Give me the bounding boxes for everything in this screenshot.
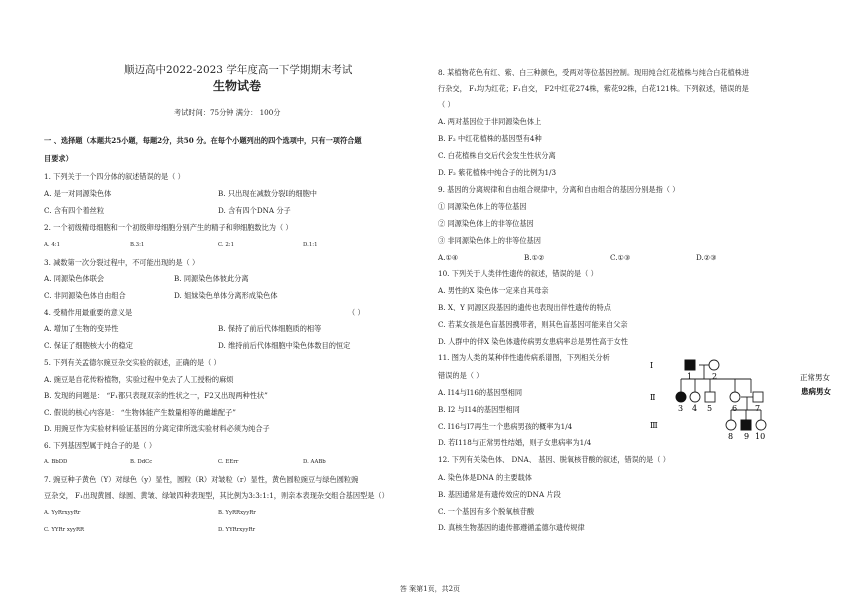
q11-stem: 11. 图为人类的某种伴性遗传病系谱图，下列相关分析 (438, 353, 610, 362)
q9-item-2: ② 同源染色体上的非等位基因 (438, 219, 534, 228)
q9-option-c: C.①③ (610, 253, 631, 262)
individual-number-7: 7 (755, 404, 761, 413)
q12-option-c: C. 一个基因有多个脱氧核苷酸 (438, 507, 535, 516)
q11-stem-cont: 错误的是（ ） (438, 371, 484, 380)
q4-option-b: B. 保持了前后代体细胞质的相等 (218, 324, 322, 333)
q6-stem: 6. 下列基因型属于纯合子的是（ ） (44, 441, 157, 450)
q8-stem: 8. 某植物花色有红、紫、白三种颜色，受两对等位基因控制。现用纯合红花植株与纯合白花植株进 (438, 68, 750, 77)
section-heading: 一 、选择题（本题共25小题，每题2分，共50 分。在每个小题列出的四个选项中，只有一项符合题 (44, 136, 362, 145)
individual-number-9: 9 (744, 432, 750, 441)
q10-stem: 10. 下列关于人类伴性遗传的叙述，错误的是（ ） (438, 269, 598, 278)
q6-option-c: C. EErr (218, 459, 239, 465)
q12-option-d: D. 真核生物基因的遗传都遵循孟德尔遗传规律 (438, 523, 585, 532)
individual-number-8: 8 (728, 432, 734, 441)
q8-option-d: D. F₂ 紫花植株中纯合子的比例为1/3 (438, 168, 557, 177)
q8-option-b: B. F₂ 中红花植株的基因型有4种 (438, 134, 542, 143)
q5-option-a: A. 豌豆是自花传粉植物，实验过程中免去了人工授粉的麻烦 (44, 375, 234, 384)
q10-option-a: A. 男性的X 染色体一定来自其母亲 (438, 286, 549, 295)
q11-option-c: C. Ⅰ16与Ⅰ7再生一个患病男孩的概率为1/4 (438, 422, 573, 431)
q9-option-a: A.①④ (438, 253, 459, 262)
q1-option-a: A. 是一对同源染色体 (44, 189, 112, 198)
exam-info: 考试时间：75分钟 满分： 100分 (174, 108, 281, 117)
q11-option-d: D. 若Ⅰ118与正常男性结婚，则子女患病率为1/4 (438, 438, 592, 447)
individual-7-normal-male (753, 392, 763, 402)
q5-option-d: D. 用豌豆作为实验材料验证基因的分离定律所选实验材料必须为纯合子 (44, 424, 270, 433)
q4-option-d: D. 维持前后代体细胞中染色体数目的恒定 (218, 341, 351, 350)
q8-option-c: C. 白花植株自交后代会发生性状分离 (438, 151, 556, 160)
q10-option-b: B. X、Y 同源区段基因的遗传也表现出伴性遗传的特点 (438, 303, 611, 312)
q5-option-b: B. 发现的问题是： “F₁都只表现双亲的性状之一，F2又出现两种性状” (44, 391, 268, 400)
legend-affected: 患病男女 (801, 387, 831, 396)
individual-6-normal-female (730, 392, 740, 402)
q2-option-a: A. 4:1 (44, 242, 60, 248)
q9-item-3: ③ 非同源染色体上的非等位基因 (438, 236, 541, 245)
individual-8-normal-female (726, 420, 736, 430)
q11-option-b: B. Ⅰ2 与Ⅰ14的基因型相同 (438, 405, 520, 414)
q12-option-b: B. 基因通常是有遗传效应的DNA 片段 (438, 490, 561, 499)
q3-option-a: A. 同源染色体联会 (44, 274, 105, 283)
individual-number-1: 1 (687, 372, 693, 381)
individual-number-6: 6 (732, 404, 738, 413)
individual-number-5: 5 (707, 404, 713, 413)
q3-option-c: C. 非同源染色体自由组合 (44, 291, 126, 300)
q4-option-a: A. 增加了生物的变异性 (44, 324, 119, 333)
q9-option-d: D.②③ (696, 253, 717, 262)
q3-stem: 3. 减数第一次分裂过程中，不可能出现的是（ ） (44, 258, 200, 267)
individual-number-10: 10 (755, 432, 766, 441)
subject-title: 生物试卷 (213, 79, 262, 93)
generation-label-2: Ⅱ (650, 393, 656, 402)
individual-10-normal-female (756, 420, 766, 430)
q12-option-a: A. 染色体是DNA 的主要载体 (438, 473, 532, 482)
q10-option-d: D. 人群中的伴X 染色体遗传病男女患病率总是男性高于女性 (438, 337, 628, 346)
q1-stem: 1. 下列关于一个四分体的叙述错误的是（ ） (44, 172, 185, 181)
q9-item-1: ① 同源染色体上的等位基因 (438, 202, 527, 211)
individual-number-3: 3 (678, 404, 684, 413)
q2-stem: 2. 一个初级精母细胞和一个初级卵母细胞分别产生的精子和卵细胞数比为（ ） (44, 223, 293, 232)
q8-blank: （ ） (438, 100, 455, 109)
q3-option-b: B. 同源染色体彼此分离 (174, 274, 249, 283)
individual-3-affected-female (676, 392, 686, 402)
q7-stem: 7. 豌豆种子黄色（Y）对绿色（y）显性，圆粒（R）对皱粒（r）显性，黄色圆粒豌豆与绿色圆粒豌 (44, 475, 359, 484)
pedigree-chart (640, 350, 840, 445)
individual-9-affected-male (741, 420, 751, 430)
q7-option-d: D. YYRrxyyRr (218, 527, 256, 533)
q9-option-b: B.①② (524, 253, 545, 262)
q6-option-a: A. BbDD (44, 459, 68, 465)
q2-option-b: B.3:1 (130, 242, 145, 248)
individual-number-2: 2 (712, 372, 718, 381)
q10-option-c: C. 若某女孩是色盲基因携带者，则其色盲基因可能来自父亲 (438, 320, 628, 329)
section-heading-cont: 目要求） (44, 154, 73, 163)
q7-option-c: C. YYRr xyyRR (44, 527, 85, 533)
individual-number-4: 4 (692, 404, 698, 413)
generation-label-1: Ⅰ (650, 361, 654, 370)
q4-blank: （ ） (348, 308, 365, 317)
q8-stem-cont: 行杂交， F₁均为红花；F₁自交， F2中红花274株，紫花92株，白花121株。下列叙述，错误的是 (438, 84, 749, 93)
page-footer: 答 案第1页，共2页 (399, 585, 461, 593)
q4-option-c: C. 保证了细胞核大小的稳定 (44, 341, 133, 350)
q1-option-b: B. 只出现在减数分裂Ⅰ的细胞中 (218, 189, 317, 198)
exam-title: 顺迈高中2022-2023 学年度高一下学期期末考试 (124, 64, 353, 76)
q7-option-b: B. YyRRxyyRr (218, 510, 256, 516)
q2-option-d: D.1:1 (303, 242, 318, 248)
q6-option-d: D. AABb (303, 459, 326, 465)
q2-option-c: C. 2:1 (218, 242, 235, 248)
q1-option-d: D. 含有四个DNA 分子 (218, 206, 291, 215)
individual-2-normal-female (709, 360, 719, 370)
legend-normal: 正常男女 (800, 373, 830, 382)
q4-stem: 4. 受精作用最重要的意义是 (44, 308, 133, 317)
q12-stem: 12. 下列有关染色体、 DNA、 基因、脱氧核苷酸的叙述，错误的是（ ） (438, 455, 670, 464)
q5-option-c: C. 假说的核心内容是： “生物体能产生数量相等的雌雄配子” (44, 408, 236, 417)
q3-option-d: D. 姐妹染色单体分离形成染色体 (174, 291, 278, 300)
individual-1-affected-male (685, 360, 695, 370)
q7-stem-cont: 豆杂交， F₁出现黄圆、绿圆、黄皱、绿皱四种表现型，其比例为3:3:1:1，则亲本表现杂交组合基因型是（） (44, 491, 389, 500)
individual-4-normal-female (690, 392, 700, 402)
q6-option-b: B. DdCc (130, 459, 153, 465)
individual-5-normal-male (705, 392, 715, 402)
q1-option-c: C. 含有四个着丝粒 (44, 206, 105, 215)
q5-stem: 5. 下列有关孟德尔豌豆杂交实验的叙述，正确的是（ ） (44, 358, 221, 367)
q11-option-a: A. Ⅰ14与Ⅰ16的基因型相同 (438, 388, 523, 397)
generation-label-3: Ⅲ (650, 421, 658, 430)
q7-option-a: A. YyRrxyyRr (44, 510, 81, 516)
q8-option-a: A. 两对基因位于非同源染色体上 (438, 117, 542, 126)
q9-stem: 9. 基因的分离规律和自由组合规律中，分离和自由组合的基因分别是指（ ） (438, 185, 680, 194)
